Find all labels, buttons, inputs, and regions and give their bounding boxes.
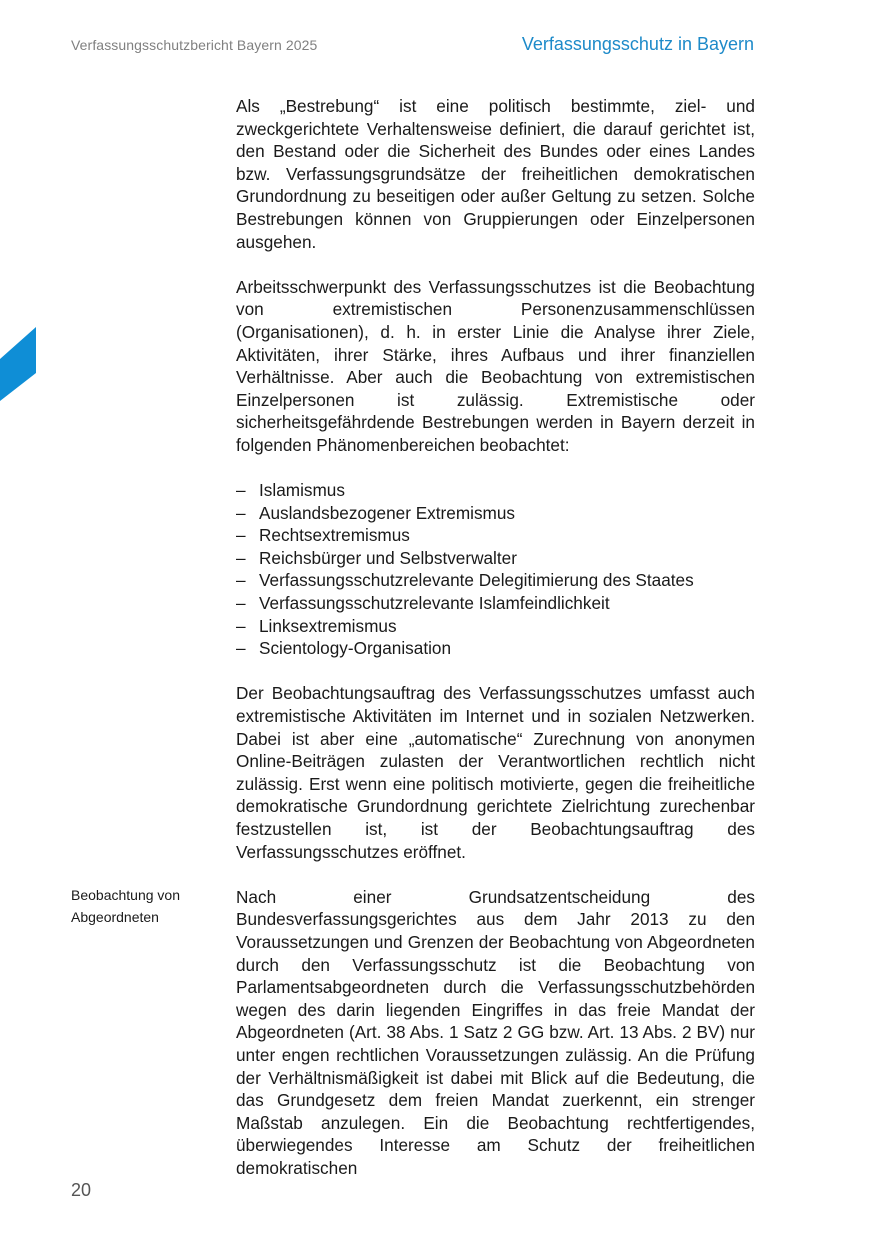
list-dash: – bbox=[236, 480, 246, 501]
list-dash: – bbox=[236, 638, 246, 659]
list-item: – Linksextremismus bbox=[236, 615, 397, 636]
margin-note-line-1: Beobachtung von bbox=[71, 887, 180, 903]
list-dash: – bbox=[236, 615, 246, 636]
list-item: – Islamismus bbox=[236, 480, 345, 501]
margin-note-line-2: Abgeordneten bbox=[71, 909, 159, 925]
list-item: – Reichsbürger und Selbstverwalter bbox=[236, 547, 517, 568]
list-dash: – bbox=[236, 570, 246, 591]
list-item: – Verfassungsschutzrelevante Islamfeindlichkeit bbox=[236, 593, 610, 614]
page-number: 20 bbox=[71, 1180, 92, 1200]
list-item: – Scientology-Organisation bbox=[236, 638, 452, 659]
list-dash: – bbox=[236, 525, 246, 546]
paragraph-internet: Der Beobachtungsauftrag des Verfassungsschutzes umfasst auch extremistische Aktivitäten im Internet und in sozialen Netzwerken. Dabei ist aber eine „automatische“ Zurechnung von anonymen Online-Beiträgen zulasten der Verantwortlichen rechtlich nicht zulässig. Erst wenn eine politisch motivierte, gegen die freiheitliche demokratische Grundordnung gerichtete Zielrichtung zurechenbar festzustellen ist, ist der Beobachtungsauftrag des Verfassungsschutzes eröffnet. bbox=[236, 683, 755, 862]
main-text-column bbox=[236, 95, 755, 1180]
chapter-tab-marker bbox=[0, 327, 36, 401]
paragraph-bestrebung: Als „Bestrebung“ ist eine politisch bestimmte, ziel- und zweckgerichtete Verhaltensweise definiert, die darauf gerichtet ist, den Bestand oder die Sicherheit des Bundes oder eines Landes bzw. Verfassungsgrundsätze der freiheitlichen demokratischen Grundordnung zu beseitigen oder außer Geltung zu setzen. Solche Bestrebungen können von Gruppierungen oder Einzelpersonen ausgehen. bbox=[236, 96, 755, 252]
phenomenon-list bbox=[236, 479, 755, 660]
list-dash: – bbox=[236, 593, 246, 614]
list-dash: – bbox=[236, 502, 246, 523]
list-item: – Auslandsbezogener Extremismus bbox=[236, 502, 516, 523]
paragraph-abgeordnete: Nach einer Grundsatzentscheidung des Bundesverfassungsgerichtes aus dem Jahr 2013 zu den Voraussetzungen und Grenzen der Beobachtung von Abgeordneten durch den Verfassungsschutz ist die Beobachtung von Parlamentsabgeordneten durch die Verfassungsschutzbehörden wegen des darin liegenden Eingriffes in das freie Mandat der Abgeordneten (Art. 38 Abs. 1 Satz 2 GG bzw. Art. 13 Abs. 2 BV) nur unter engen rechtlichen Voraussetzungen zulässig. An die Prüfung der Verhältnismäßigkeit ist dabei mit Blick auf die Bedeutung, die das Grundgesetz dem freien Mandat zuerkennt, ein strenger Maßstab anzulegen. Ein die Beobachtung rechtfertigendes, überwiegendes Interesse am Schutz der freiheitlichen demokratischen bbox=[236, 886, 755, 1178]
list-dash: – bbox=[236, 547, 246, 568]
paragraph-arbeitsschwerpunkt: Arbeitsschwerpunkt des Verfassungsschutzes ist die Beobachtung von extremistischen Personenzusammenschlüssen (Organisationen), d. h. in erster Linie die Analyse ihrer Ziele, Aktivitäten, ihrer Stärke, ihres Aufbaus und ihrer finanziellen Verhältnisse. Aber auch die Beobachtung von extremistischen Einzelpersonen ist zulässig. Extremistische oder sicherheitsgefährdende Bestrebungen werden in Bayern derzeit in folgenden Phänomenbereichen beobachtet: bbox=[236, 276, 755, 455]
list-item: – Verfassungsschutzrelevante Delegitimierung des Staates bbox=[236, 570, 694, 591]
list-item: – Rechtsextremismus bbox=[236, 525, 410, 546]
margin-note bbox=[71, 884, 211, 928]
running-header-title: Verfassungsschutzbericht Bayern 2025 bbox=[71, 37, 318, 53]
section-header-title: Verfassungsschutz in Bayern bbox=[521, 34, 754, 54]
